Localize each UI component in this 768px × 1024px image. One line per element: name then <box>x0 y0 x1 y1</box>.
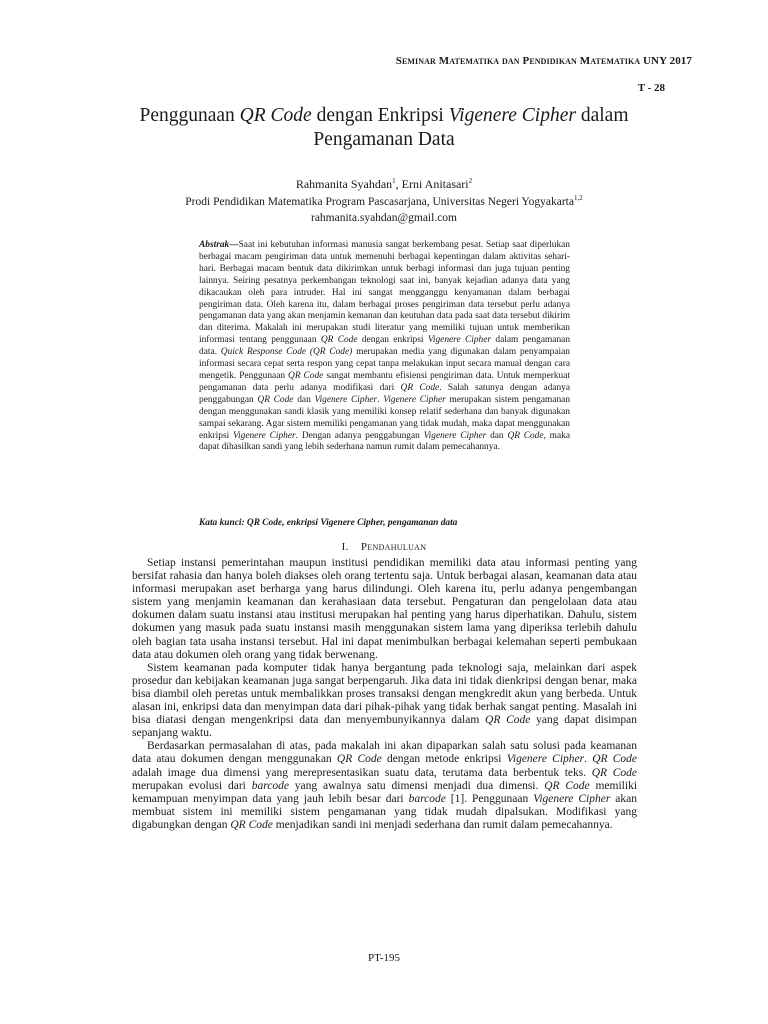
author-1: Rahmanita Syahdan <box>295 177 393 191</box>
running-header: Seminar Matematika dan Pendidikan Matematika UNY 2017 <box>395 55 692 67</box>
abstract: Abstrak—Saat ini kebutuhan informasi manusia sangat berkembang pesat. Setiap saat diperlukan berbagai macam pengiriman data untuk memenuhi berbagai kepentingan dalam aktivitas sehari-hari. Berbagai macam bentuk data dikirimkan untuk berbagi informasi dan juga tujuan penting lainnya. Seiring pesatnya perkembangan teknologi saat ini, banyak kejadian adanya data yang dikacaukan oleh para intruder. Hal ini sangat mengganggu kenyamanan dalam berbagai pengiriman data. Oleh karena itu, dalam berbagai proses pengiriman data tersebut perlu adanya pengamanan data yang akan menjamin kemanan dan keutuhan data pada saat data tersebut dikirim dan diterima. Makalah ini merupakan studi literatur yang memiliki tujuan untuk memberikan informasi tentang penggunaan QR Code dengan enkripsi Vigenere Cipher dalam pengamanan data. Quick Response Code (QR Code) merupakan media yang digunakan dalam penyampaian informasi secara cepat serta respon yang cepat tanpa melakukan input secara manual dengan cara mengetik. Penggunaan QR Code sangat membantu efisiensi pengiriman data. Untuk memperkuat pengamanan data perlu adanya modifikasi dari QR Code. Salah satunya dengan adanya penggabungan QR Code dan Vigenere Cipher. Vigenere Cipher merupakan sistem pengamanan dengan menggunakan sandi klasik yang memiliki konsep relatif sederhana dan banyak digunakan sampai sekarang. Agar sistem memiliki pengamanan yang tidak mudah, maka dapat menggunakan enkripsi Vigenere Cipher. Dengan adanya penggabungan Vigenere Cipher dan QR Code, maka dapat dihasilkan sandi yang lebih sederhana namun rumit dalam pemecahannya. <box>199 240 571 453</box>
author-2: Erni Anitasari <box>401 177 469 191</box>
paragraph-2: Sistem keamanan pada komputer tidak hanya bergantung pada teknologi saja, melainkan dari aspek prosedur dan kebijakan keamanan juga sangat berpengaruh. Jika data ini tidak dienkripsi dengan benar, maka bisa diambil oleh peretas untuk membalikkan proses transaksi dengan mengkredit akun yang berbeda. Untuk alasan ini, enkripsi data dan menyimpan data dari pihak-pihak yang tidak berhak sangat penting. Masalah ini bisa diatasi dengan mengenkripsi data dan menyembunyikannya dalam QR Code yang dapat disimpan sepanjang waktu. <box>132 661 637 740</box>
page-number: PT-195 <box>368 952 400 964</box>
author-line: Rahmanita Syahdan$^1$, Erni Anitasari$^2$ <box>295 177 473 191</box>
author-email: rahmanita.syahdan@gmail.com <box>311 212 457 224</box>
body-text <box>132 557 637 832</box>
keywords: Kata kunci: QR Code, enkripsi Vigenere Cipher, pengamanan data <box>199 518 458 528</box>
paragraph-3: Berdasarkan permasalahan di atas, pada makalah ini akan dipaparkan salah satu solusi pada keamanan data atau dokumen dengan menggunakan QR Code dengan metode enkripsi Vigenere Cipher. QR Code adalah image dua dimensi yang merepresentasikan suatu data, terutama data berbentuk teks. QR Code merupakan evolusi dari barcode yang awalnya satu dimensi menjadi dua dimensi. QR Code memiliki kemampuan menyimpan data yang jauh lebih besar dari barcode [1]. Penggunaan Vigenere Cipher akan membuat sistem ini memiliki sistem pengamanan yang tidak mudah dipalsukan. Modifikasi yang digabungkan dengan QR Code menjadikan sandi ini menjadi sederhana dan rumit dalam pemecahannya. <box>132 740 638 831</box>
paper-code: T - 28 <box>637 82 665 94</box>
section-heading: I. Pendahuluan <box>341 541 427 553</box>
paper-title: Penggunaan QR Code dengan Enkripsi Vigenere Cipher dalam Pengamanan Data <box>139 105 629 150</box>
paragraph-1: Setiap instansi pemerintahan maupun institusi pendidikan memiliki data atau informasi penting yang bersifat rahasia dan hanya boleh diakses oleh orang tertentu saja. Untuk berbagai alasan, keamanan data atau informasi merupakan aset berharga yang harus dilindungi. Oleh karena itu, perlu adanya pengembangan sistem yang menjamin keamanan dan kerahasiaan data tersebut. Pengaturan dan pengelolaan data atau dokumen dalam suatu instansi atau institusi merupakan hal penting yang harus diperhatikan. Dahulu, sistem dokumen yang masuk pada suatu instansi masih menggunakan sistem lama yang diperiksa terlebih dahulu oleh bagian tata usaha instansi tersebut. Hal ini dapat menimbulkan berbagai kelemahan seperti pembukaan data atau dokumen oleh orang yang tidak berwenang. <box>132 557 637 661</box>
affiliation: Prodi Pendidikan Matematika Program Pascasarjana, Universitas Negeri Yogyakarta$^{1,2}$ <box>185 194 583 208</box>
